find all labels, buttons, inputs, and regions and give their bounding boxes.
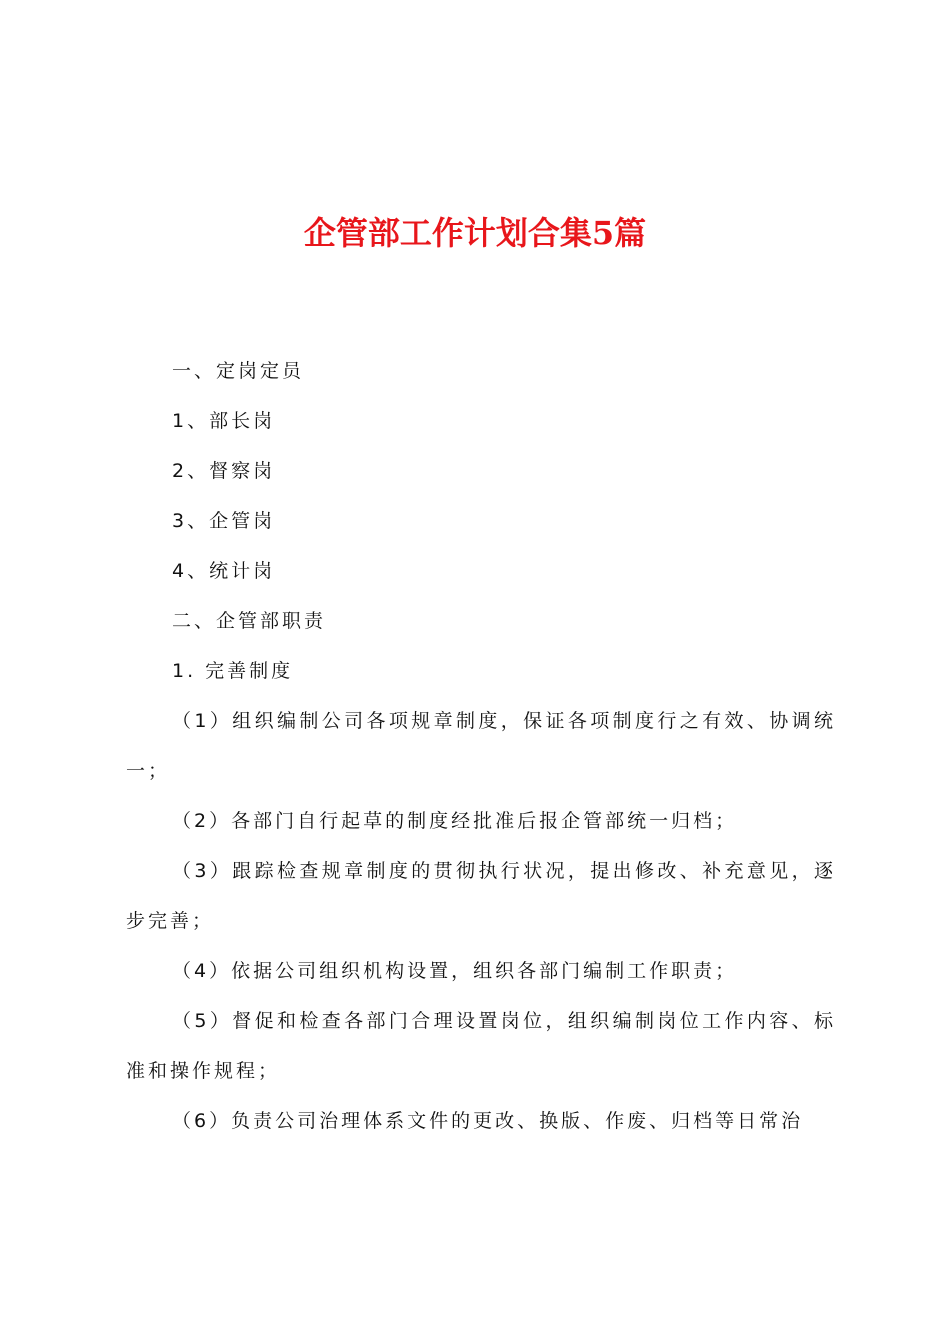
paragraph-item-4: 4、统计岗	[172, 560, 276, 582]
paragraph-item-2: 2、督察岗	[172, 460, 276, 482]
paragraph-duty-5: （5）督促和检查各部门合理设置岗位，组织编制岗位工作内容、标准和操作规程；	[126, 1010, 836, 1082]
paragraph-item-1: 1、部长岗	[172, 410, 276, 432]
document-body	[126, 346, 836, 1146]
paragraph-duty-1: （1）组织编制公司各项规章制度，保证各项制度行之有效、协调统一；	[126, 710, 836, 782]
document-title: 企管部工作计划合集5篇	[303, 214, 647, 252]
paragraph-item-3: 3、企管岗	[172, 510, 276, 532]
paragraph-duty-4: （4）依据公司组织机构设置，组织各部门编制工作职责；	[172, 960, 738, 982]
paragraph-duty-2: （2）各部门自行起草的制度经批准后报企管部统一归档；	[172, 810, 738, 832]
paragraph-duty-6: （6）负责公司治理体系文件的更改、换版、作废、归档等日常治	[172, 1110, 804, 1132]
paragraph-section-1: 一、定岗定员	[172, 360, 305, 382]
paragraph-subsection-1: 1. 完善制度	[172, 660, 294, 682]
paragraph-section-2: 二、企管部职责	[172, 610, 327, 632]
paragraph-duty-3: （3）跟踪检查规章制度的贯彻执行状况，提出修改、补充意见，逐步完善；	[126, 860, 836, 932]
